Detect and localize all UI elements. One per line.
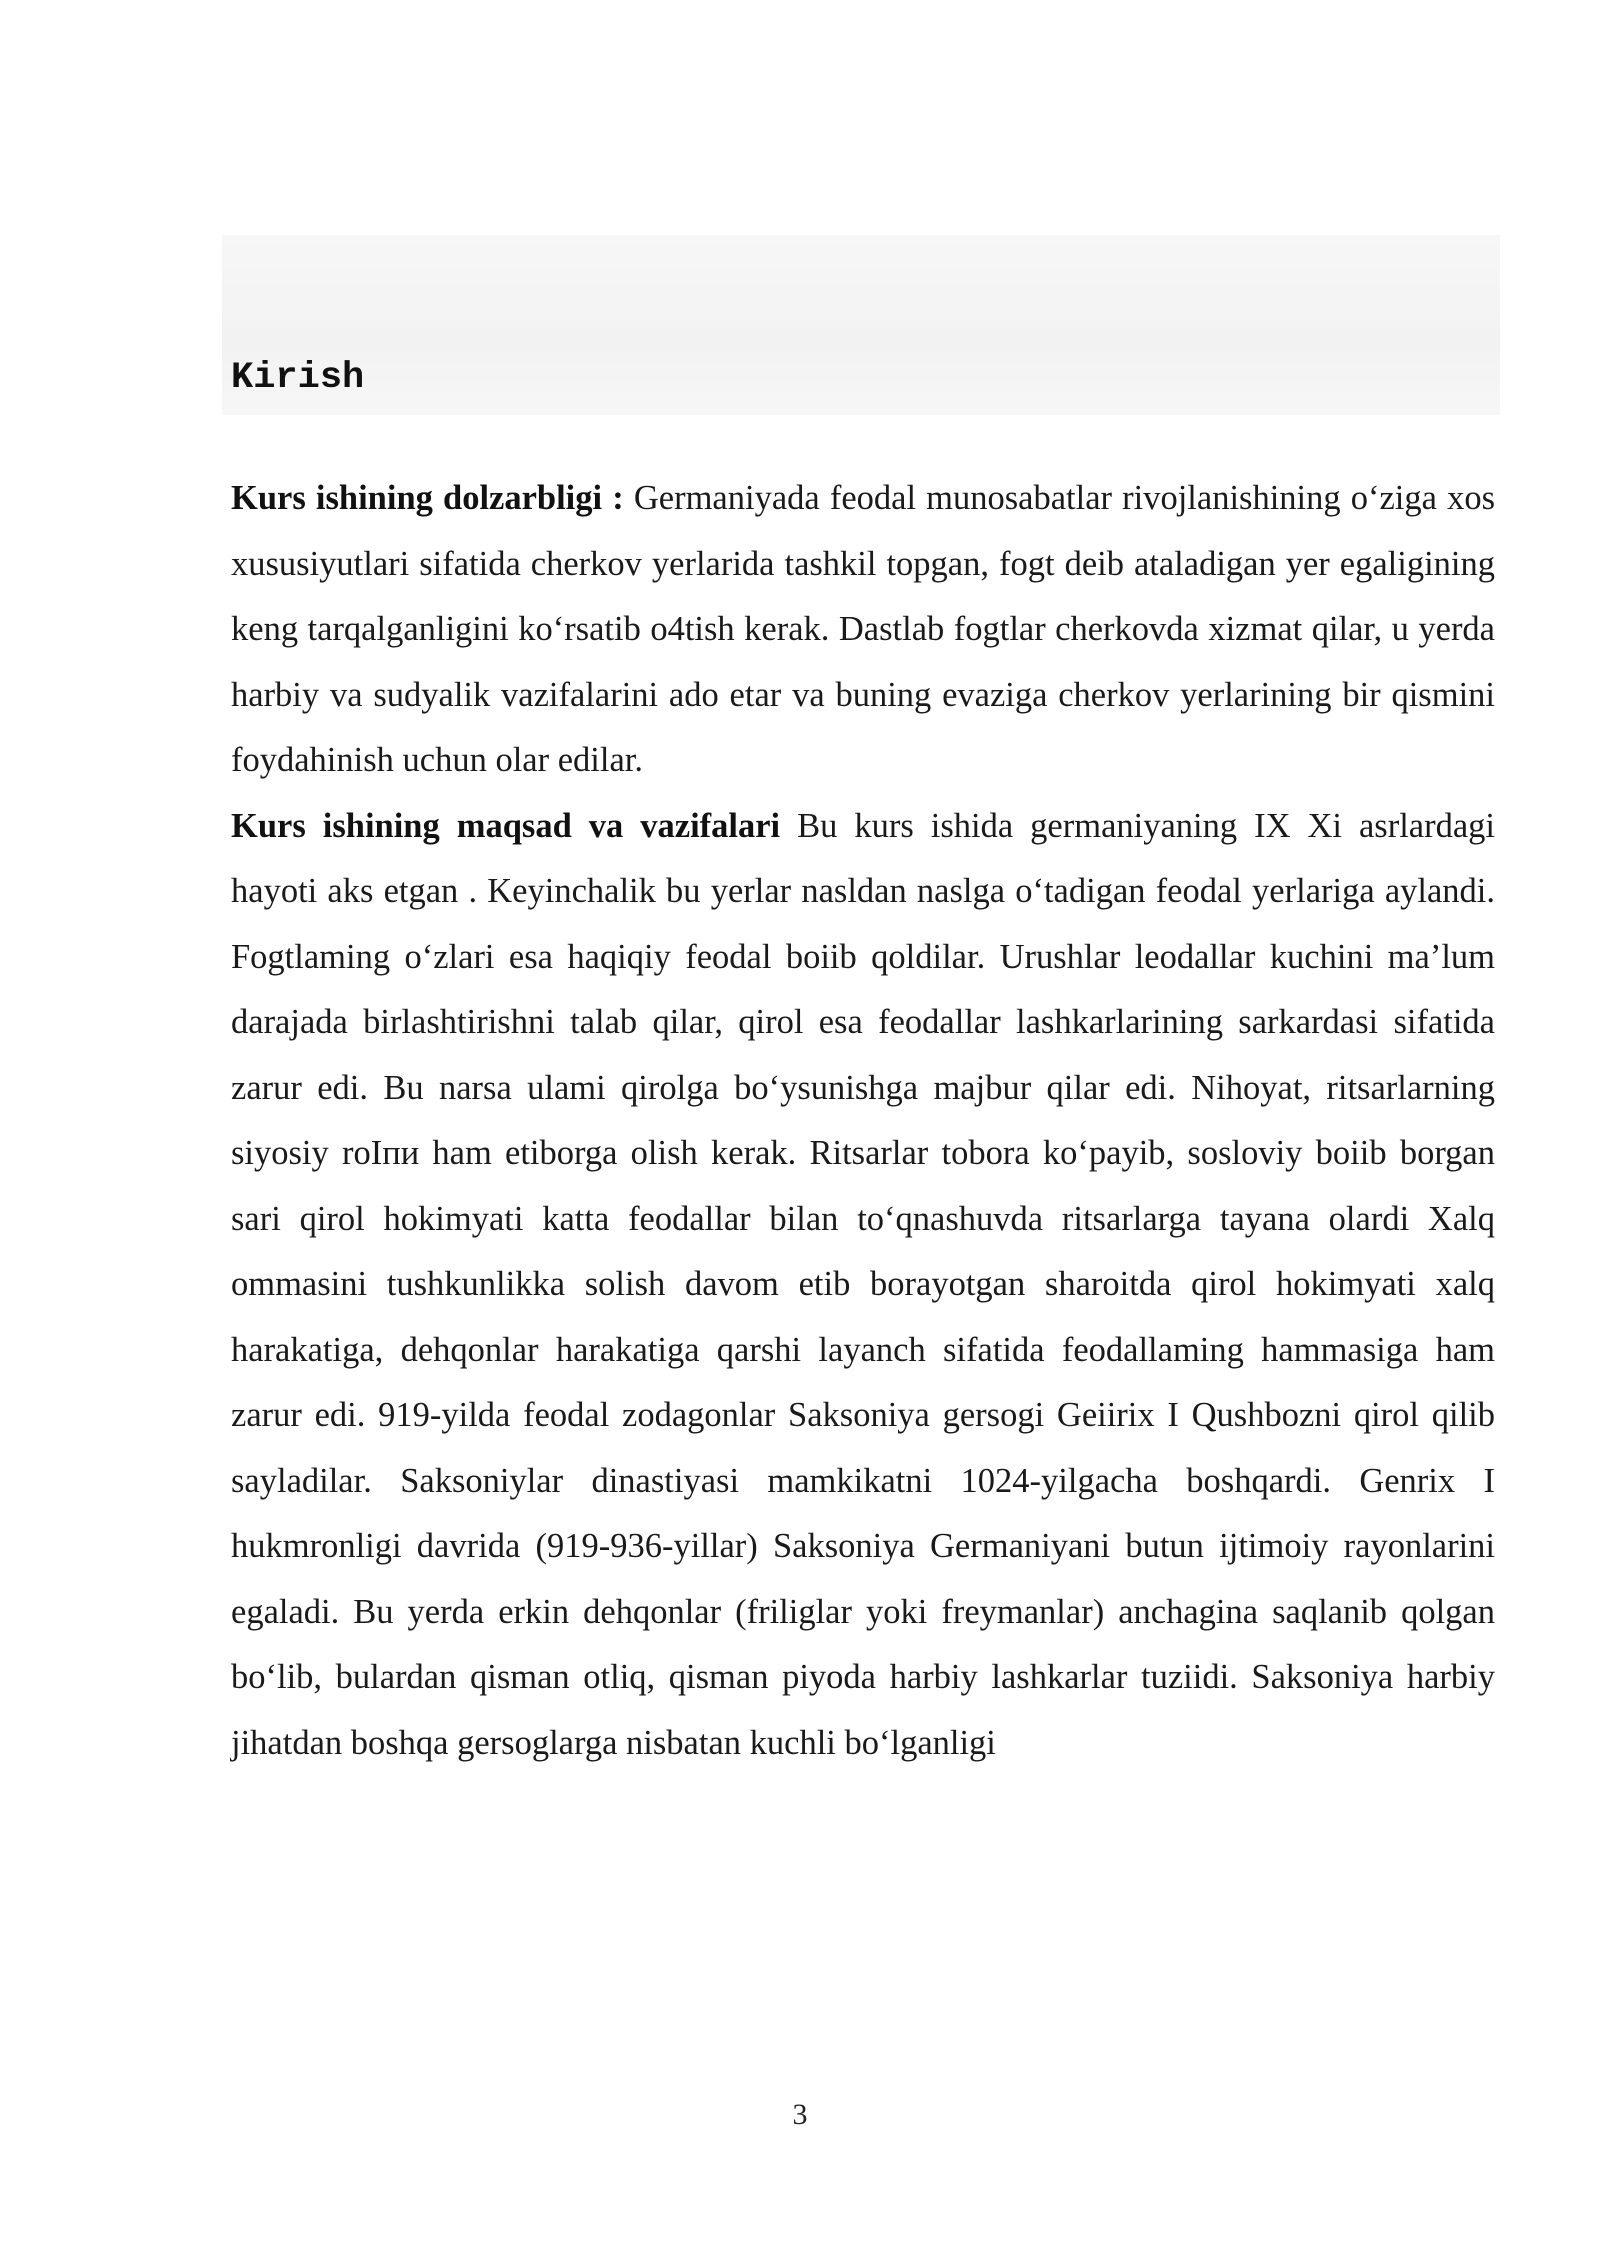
paragraph-relevance [231, 466, 1495, 794]
page-number: 3 [792, 2098, 808, 2131]
paragraph-relevance-lead: Kurs ishining dolzarbligi : [231, 479, 624, 517]
section-heading: Kirish [231, 357, 365, 399]
paragraph-goals-lead: Kurs ishining maqsad va vazifalari [231, 806, 781, 845]
paragraph-relevance-text: Germaniyada feodal munosabatlar rivojlanishining o‘ziga xos xususiyutlari sifatida cherkov yerlarida tashkil topgan, fogt deib ataladigan yer egaligining keng tarqalganligini ko‘rsatib o4tish kerak. Dastlab fogtlar cherkovda xizmat qilar, u yerda harbiy va sudyalik vazifalarini ado etar va buning evaziga cherkov yerlarining bir qismini foydahinish uchun olar edilar. [231, 479, 1496, 779]
body-text [231, 466, 1495, 1776]
paragraph-goals-text: Bu kurs ishida germaniyaning IX Xi asrlardagi hayoti aks etgan . Keyinchalik bu yerlar nasldan naslga o‘tadigan feodal yerlariga aylandi. Fogtlaming o‘zlari esa haqiqiy feodal boiib qoldilar. Urushlar leodallar kuchini ma’lum darajada birlashtirishni talab qilar, qirol esa feodallar lashkarlarining sarkardasi sifatida zarur edi. Bu narsa ulami qirolga bo‘ysunishga majbur qilar edi. Nihoyat, ritsarlarning siyosiy roIпи ham etiborga olish kerak. Ritsarlar tobora ko‘payib, sosloviy boiib borgan sari qirol hokimyati katta feodallar bilan to‘qnashuvda ritsarlarga tayana olardi Xalq ommasini tushkunlikka solish davom etib borayotgan sharoitda qirol hokimyati xalq harakatiga, dehqonlar harakatiga qarshi layanch sifatida feodallaming hammasiga ham zarur edi. 919-yilda feodal zodagonlar Saksoniya gersogi Geiirix I Qushbozni qirol qilib sayladilar. Saksoniylar dinastiyasi mamkikatni 1024-yilgacha boshqardi. Genrix I hukmronligi davrida (919-936-yillar) Saksoniya Germaniyani butun ijtimoiy rayonlarini egaladi. Bu yerda erkin dehqonlar (friliglar yoki freymanlar) anchagina saqlanib qolgan bo‘lib, bulardan qisman otliq, qisman piyoda harbiy lashkarlar tuziidi. Saksoniya harbiy jihatdan boshqa gersoglarga nisbatan kuchli bo‘lganligi [231, 806, 1495, 1762]
paragraph-goals [231, 794, 1495, 1777]
header-band [222, 235, 1500, 415]
